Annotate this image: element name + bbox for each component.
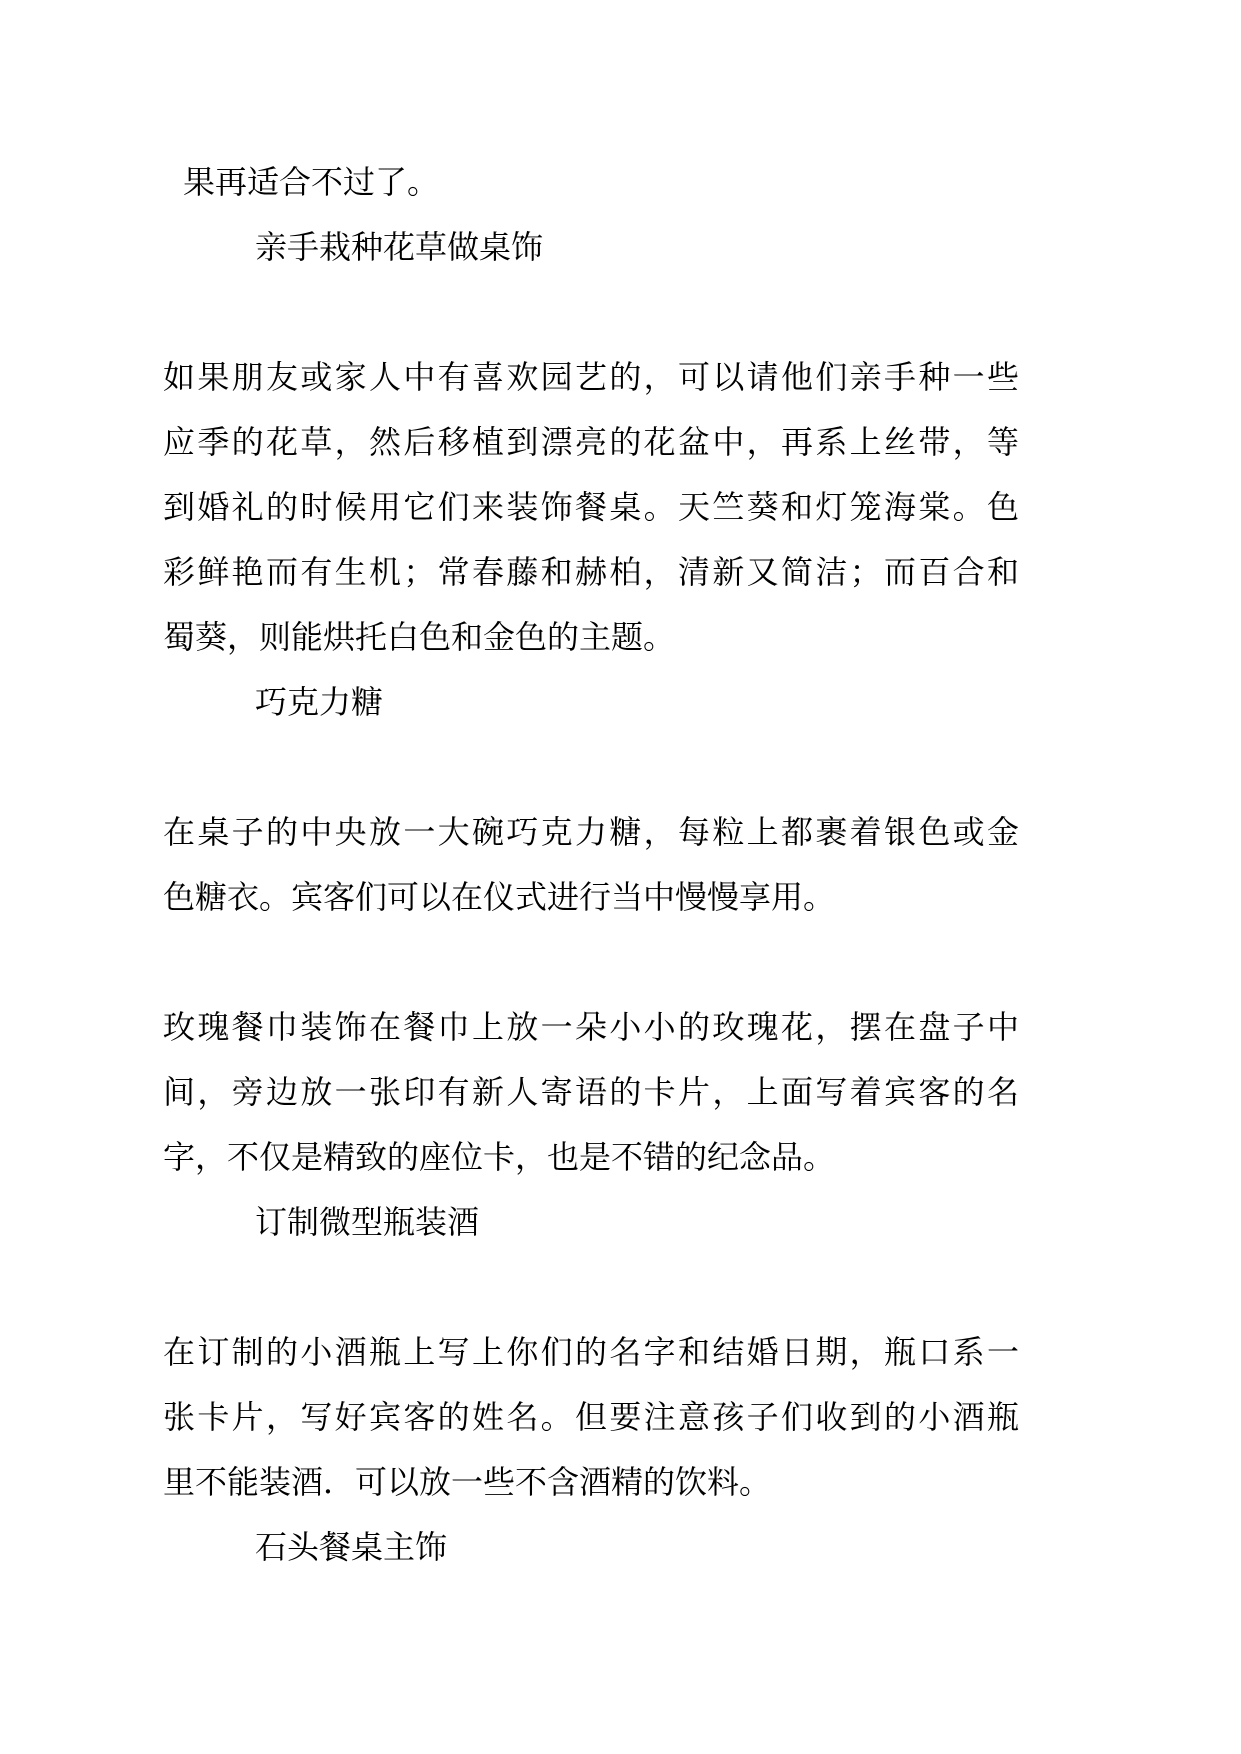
text-line: 间，旁边放一张印有新人寄语的卡片，上面写着宾客的名	[163, 1074, 1019, 1110]
text-line: 如果朋友或家人中有喜欢园艺的，可以请他们亲手种一些	[163, 359, 1019, 395]
document-text-body	[163, 150, 1019, 1580]
text-line: 彩鲜艳而有生机；常春藤和赫柏，清新又简洁；而百合和	[163, 554, 1019, 590]
text-line: 字，不仅是精致的座位卡，也是不错的纪念品。	[163, 1139, 836, 1175]
paragraph-chocolate-candy	[163, 800, 1019, 930]
text-line: 玫瑰餐巾装饰在餐巾上放一朵小小的玫瑰花，摆在盘子中	[163, 1009, 1019, 1045]
text-line: 在桌子的中央放一大碗巧克力糖，每粒上都裹着银色或金	[163, 814, 1019, 850]
paragraph-plant-flowers	[163, 345, 1019, 670]
text-line: 应季的花草，然后移植到漂亮的花盆中，再系上丝带，等	[163, 424, 1019, 460]
blank-line	[163, 280, 1019, 345]
text-line: 在订制的小酒瓶上写上你们的名字和结婚日期，瓶口系一	[163, 1334, 1019, 1370]
text-line: 蜀葵，则能烘托白色和金色的主题。	[163, 619, 676, 655]
paragraph-mini-wine-bottle	[163, 1320, 1019, 1515]
paragraph-continuation-line: 果再适合不过了。	[183, 164, 440, 200]
blank-line	[163, 735, 1019, 800]
blank-line	[163, 930, 1019, 995]
section-heading-plant-flowers: 亲手栽种花草做桌饰	[255, 229, 544, 265]
section-heading-chocolate-candy: 巧克力糖	[255, 684, 384, 720]
text-line: 张卡片，写好宾客的姓名。但要注意孩子们收到的小酒瓶	[163, 1399, 1019, 1435]
paragraph-rose-napkin	[163, 995, 1019, 1190]
text-line: 到婚礼的时候用它们来装饰餐桌。天竺葵和灯笼海棠。色	[163, 489, 1019, 525]
section-heading-mini-wine-bottle: 订制微型瓶装酒	[255, 1204, 480, 1240]
section-heading-stone-centerpiece: 石头餐桌主饰	[255, 1529, 448, 1565]
blank-line	[163, 1255, 1019, 1320]
text-line: 色糖衣。宾客们可以在仪式进行当中慢慢享用。	[163, 879, 836, 915]
text-line: 里不能装酒．可以放一些不含酒精的饮料。	[163, 1464, 772, 1500]
